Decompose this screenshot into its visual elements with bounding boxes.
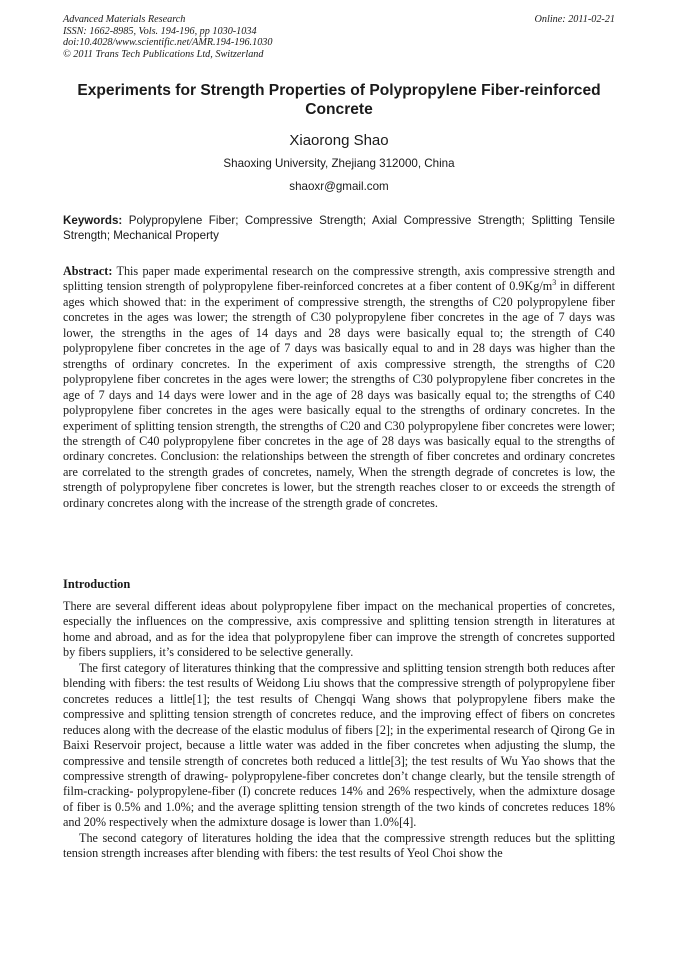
doi-line: doi:10.4028/www.scientific.net/AMR.194-196.1030 [63,37,273,49]
abstract-block [63,264,615,511]
journal-name: Advanced Materials Research [63,14,186,25]
abstract-superscript: 3 [552,278,557,288]
author-email: shaoxr@gmail.com [289,180,389,193]
abstract-label: Abstract: [63,264,113,278]
online-date: Online: 2011-02-21 [534,14,615,25]
keywords-text: Polypropylene Fiber; Compressive Strength; Axial Compressive Strength; Splitting Tensile Strength; Mechanical Property [63,214,615,243]
abstract-text-part1: This paper made experimental research on the compressive strength, axis compressive strength and splitting tension strength of polypropylene fiber-reinforced concretes at a fiber content of 0.9Kg/m [63,264,615,294]
intro-paragraph-1: There are several different ideas about polypropylene fiber impact on the mechanical properties of concretes, especially the influences on the compressive, axis compressive and splitting tension strength in literatures at home and abroad, and as for the idea that polypropylene fiber can improve the strength of concretes supported by fibers suppliers, it’s considered to be selective generally. [63,599,615,660]
keywords-label: Keywords: [63,214,123,227]
section-heading-introduction: Introduction [63,577,131,591]
intro-paragraph-3: The second category of literatures holding the idea that the compressive strength reduces but the splitting tension strength increases after blending with fibers: the test results of Yeol Choi show the [63,830,615,861]
introduction-body [63,599,615,862]
author-name: Xiaorong Shao [289,132,389,149]
intro-paragraph-2: The first category of literatures thinking that the compressive and splitting tension strength both reduces after blending with fibers: the test results of Weidong Liu shows that the compressive strength of polypropylene fiber concretes reduces a little[1]; the test results of Chengqi Wang shows that polypropylene fibers make the compressive and splitting tension strength of concretes reduce, and the improving effect of fibers on concretes reduces along with the decrease of the elastic modulus of fibers [2]; in the experimental research of Qirong Ge in Baixi Reservoir project, because a little water was added in the fiber concretes when adjusting the slump, the compressive and tensile strength of concretes both reduced a little[3]; the test results of Wu Yao shows that the compressive strength of drawing- polypropylene-fiber concretes don’t change clearly, but the tensile strength of film-cracking- polypropylene-fiber (I) concrete reduces 14% and 26% respectively, when the admixture dosage of fiber is 0.5% and 1.0%; and the average splitting tension strength of the two kinds of concretes reduces 18% and 20% respectively when the admixture dosage is lower than 1.0%[4]. [63,660,615,830]
copyright-line: © 2011 Trans Tech Publications Ltd, Switzerland [63,48,264,60]
keywords-block [63,213,615,244]
paper-title: Experiments for Strength Properties of Polypropylene Fiber-reinforced Concrete [77,82,601,118]
journal-header [63,14,615,60]
abstract-text-part2: in different ages which showed that: in the experiment of compressive strength, the strengths of C20 polypropylene fiber concretes in the ages was lower; the strength of C30 polypropylene fiber concretes in the age of 7 days was lower, the strengths in the ages of 14 days and 28 days were basically equal to; the strength of C40 polypropylene fiber concretes in the age of 7 days was basically equal to and in 28 days was higher than the strengths of ordinary concretes. In the experiment of axis compressive strength, the strengths of C20 polypropylene fiber concretes in the ages were lower; the strengths of C30 polypropylene fiber concretes in the age of 7 days and 14 days were lower and in the age of 28 days was basically equal to; the strengths of C40 polypropylene fiber concretes in the ages were basically equal to the strengths of ordinary concretes. In the experiment of splitting tension strength, the strengths of C20 and C30 polypropylene fiber concretes were lower; the strength of C40 polypropylene fiber concretes in the age of 28 days was basically equal to the strengths of ordinary concretes. Conclusion: the relationships between the strength of fiber concretes and ordinary concretes are correlated to the strength grades of concretes, namely, When the strength degrade of concretes is low, the strength of polypropylene fiber concretes is lower, but the strength reaches closer to or exceeds the strength of ordinary concretes along with the increase of the strength grade of concretes. [63,279,615,510]
issn-line: ISSN: 1662-8985, Vols. 194-196, pp 1030-1034 [63,25,257,37]
author-affiliation: Shaoxing University, Zhejiang 312000, China [223,157,455,170]
